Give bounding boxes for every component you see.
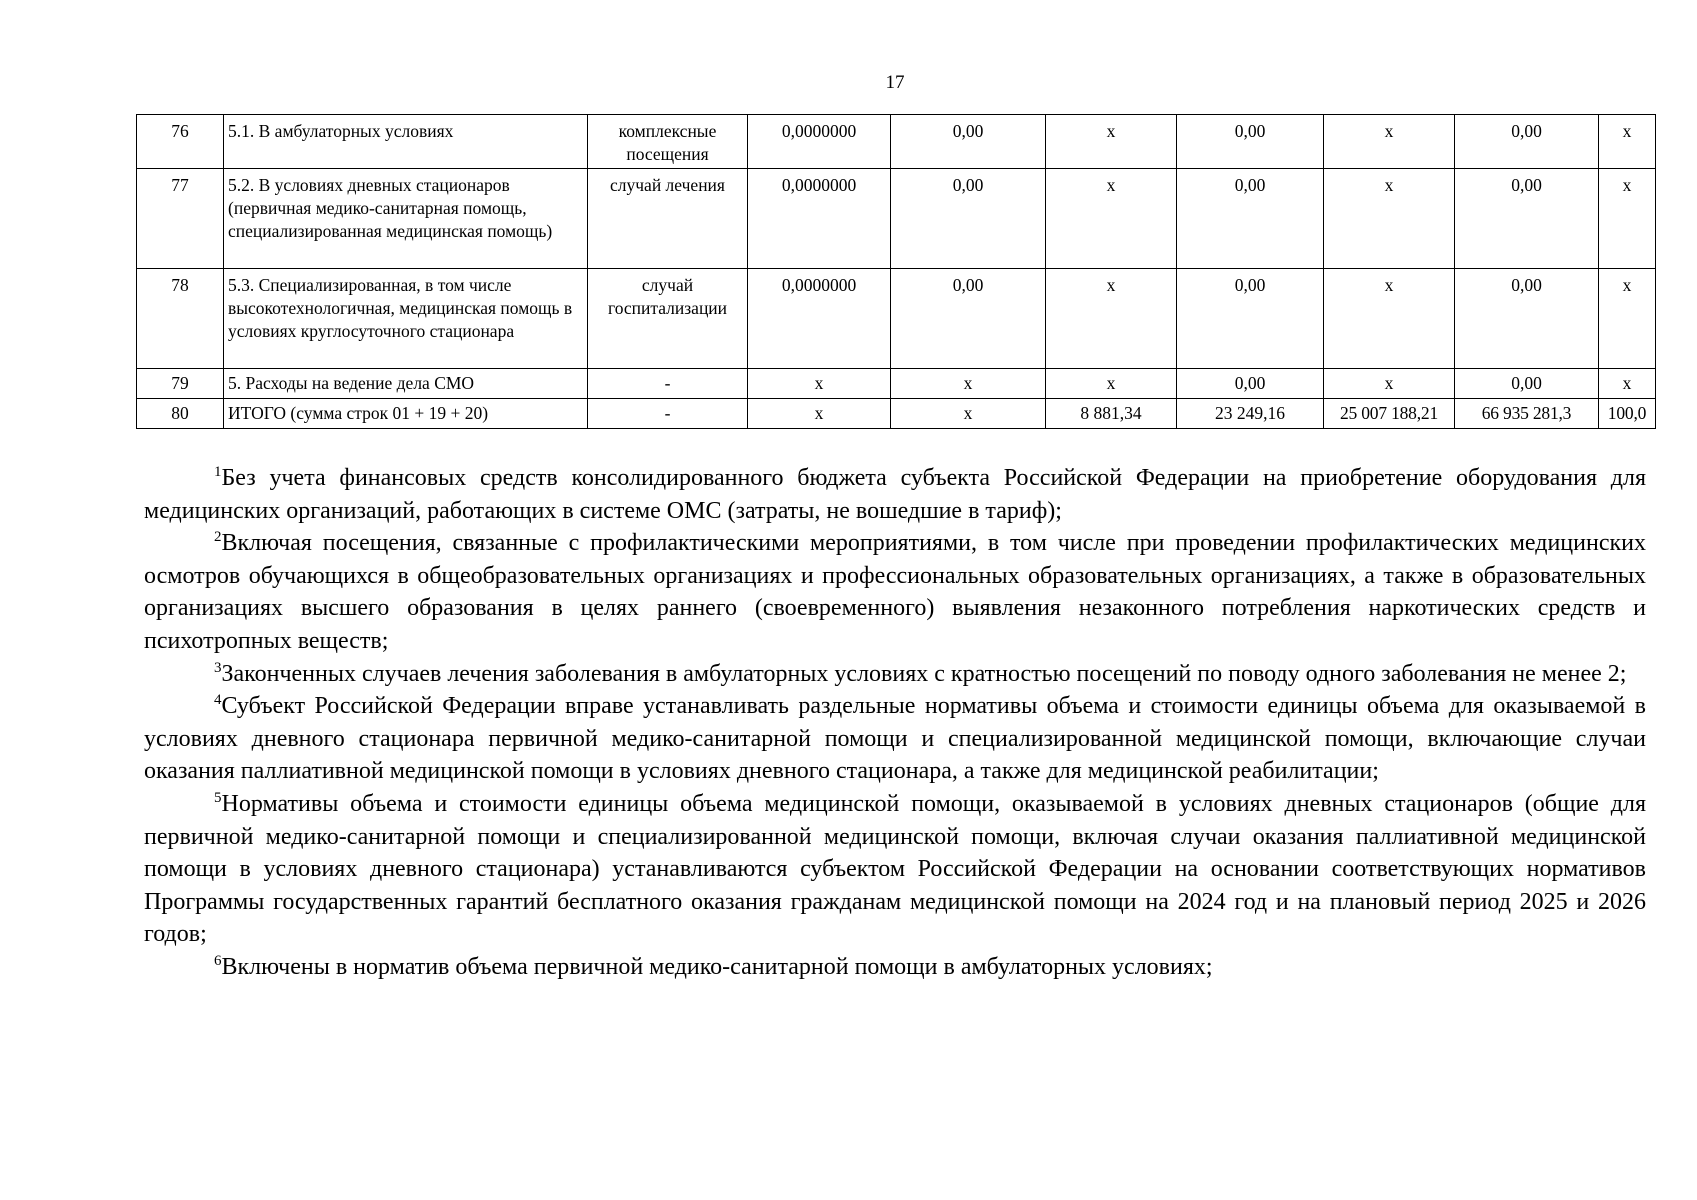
footnote-mark: 1 (214, 464, 222, 480)
row-cell: х (1324, 269, 1455, 369)
row-cell: х (1046, 369, 1177, 399)
footnote-mark: 6 (214, 952, 222, 969)
row-name: 5.2. В условиях дневных стационаров (первичная медико-санитарная помощь, специализированная медицинская помощь) (224, 169, 588, 269)
row-cell: 0,00 (891, 169, 1046, 269)
footnote (144, 788, 1646, 951)
row-cell: х (891, 399, 1046, 429)
row-cell: 0,00 (1455, 269, 1599, 369)
footnote-text: Включая посещения, связанные с профилактическими мероприятиями, в том числе при проведении профилактических медицинских осмотров обучающихся в общеобразовательных организациях и профессиональных образовательных организациях, а также в образовательных организациях высшего образования в целях раннего (своевременного) выявления незаконного потребления наркотических средств и психотропных веществ; (144, 530, 1646, 654)
row-cell: х (891, 369, 1046, 399)
row-cell: 0,0000000 (748, 169, 891, 269)
row-cell: х (1599, 369, 1656, 399)
footnote-mark: 2 (214, 529, 222, 546)
row-unit: комплексные посещения (588, 115, 748, 169)
row-cell: 0,00 (1177, 369, 1324, 399)
row-cell: 0,0000000 (748, 269, 891, 369)
footnote (144, 462, 1646, 527)
row-cell: 0,00 (891, 269, 1046, 369)
row-number: 79 (137, 369, 224, 399)
row-cell: х (1046, 169, 1177, 269)
row-cell: 0,00 (1177, 269, 1324, 369)
row-cell: 0,00 (1455, 115, 1599, 169)
row-number: 76 (137, 115, 224, 169)
row-number: 77 (137, 169, 224, 269)
row-unit: - (588, 369, 748, 399)
table-row (137, 399, 1656, 429)
footnote-text: Нормативы объема и стоимости единицы объема медицинской помощи, оказываемой в условиях дневных стационаров (общие для первичной медико-санитарной помощи и специализированной медицинской помощи, включая случаи оказания паллиативной медицинской помощи в условиях дневного стационара) устанавливаются субъектом Российской Федерации на основании соответствующих нормативов Программы государственных гарантий бесплатного оказания гражданам медицинской помощи на 2024 год и на плановый период 2025 и 2026 годов; (144, 790, 1646, 948)
row-number: 78 (137, 269, 224, 369)
table-row (137, 115, 1656, 169)
row-unit: - (588, 399, 748, 429)
row-cell: х (1599, 169, 1656, 269)
row-cell: х (1324, 369, 1455, 399)
row-cell: 0,0000000 (748, 115, 891, 169)
footnote-text: Законченных случаев лечения заболевания в амбулаторных условиях с кратностью посещений по поводу одного заболевания не менее 2; (221, 660, 1627, 687)
row-name: 5. Расходы на ведение дела СМО (224, 369, 588, 399)
footnote (144, 690, 1646, 788)
row-cell: х (1599, 115, 1656, 169)
footnote-mark: 3 (214, 659, 222, 676)
row-cell: 0,00 (891, 115, 1046, 169)
row-cell: х (1599, 269, 1656, 369)
row-cell: х (748, 369, 891, 399)
row-unit: случай госпитализации (588, 269, 748, 369)
row-cell: 0,00 (1455, 369, 1599, 399)
footnote (144, 527, 1646, 657)
footnote-text: Субъект Российской Федерации вправе устанавливать раздельные нормативы объема и стоимости единицы объема для оказываемой в условиях дневного стационара первичной медико-санитарной помощи и специализированной медицинской помощи, включающие случаи оказания паллиативной медицинской помощи в условиях дневного стационара, а также для медицинской реабилитации; (144, 693, 1646, 785)
footnote-mark: 4 (214, 692, 222, 709)
row-cell: 0,00 (1177, 115, 1324, 169)
row-cell: 23 249,16 (1177, 399, 1324, 429)
row-cell: х (1324, 169, 1455, 269)
table-row (137, 269, 1656, 369)
row-number: 80 (137, 399, 224, 429)
row-cell: 0,00 (1455, 169, 1599, 269)
row-name: ИТОГО (сумма строк 01 + 19 + 20) (224, 399, 588, 429)
row-unit: случай лечения (588, 169, 748, 269)
row-cell: х (1046, 115, 1177, 169)
row-cell: 66 935 281,3 (1455, 399, 1599, 429)
row-cell: х (748, 399, 891, 429)
footnote-mark: 5 (214, 789, 222, 806)
row-cell: 100,0 (1599, 399, 1656, 429)
footnote (144, 951, 1646, 984)
page-number: 17 (885, 72, 905, 93)
footnote-text: Включены в норматив объема первичной медико-санитарной помощи в амбулаторных условиях; (221, 953, 1213, 980)
row-name: 5.3. Специализированная, в том числе высокотехнологичная, медицинская помощь в условиях круглосуточного стационара (224, 269, 588, 369)
table-row (137, 369, 1656, 399)
financing-table (136, 114, 1656, 429)
row-name: 5.1. В амбулаторных условиях (224, 115, 588, 169)
footnote (144, 658, 1646, 691)
footnotes (144, 462, 1646, 984)
table-row (137, 169, 1656, 269)
row-cell: 8 881,34 (1046, 399, 1177, 429)
row-cell: 25 007 188,21 (1324, 399, 1455, 429)
footnote-text: Без учета финансовых средств консолидированного бюджета субъекта Российской Федерации на приобретение оборудования для медицинских организаций, работающих в системе ОМС (затраты, не вошедшие в тариф); (144, 465, 1646, 524)
row-cell: х (1046, 269, 1177, 369)
row-cell: 0,00 (1177, 169, 1324, 269)
row-cell: х (1324, 115, 1455, 169)
